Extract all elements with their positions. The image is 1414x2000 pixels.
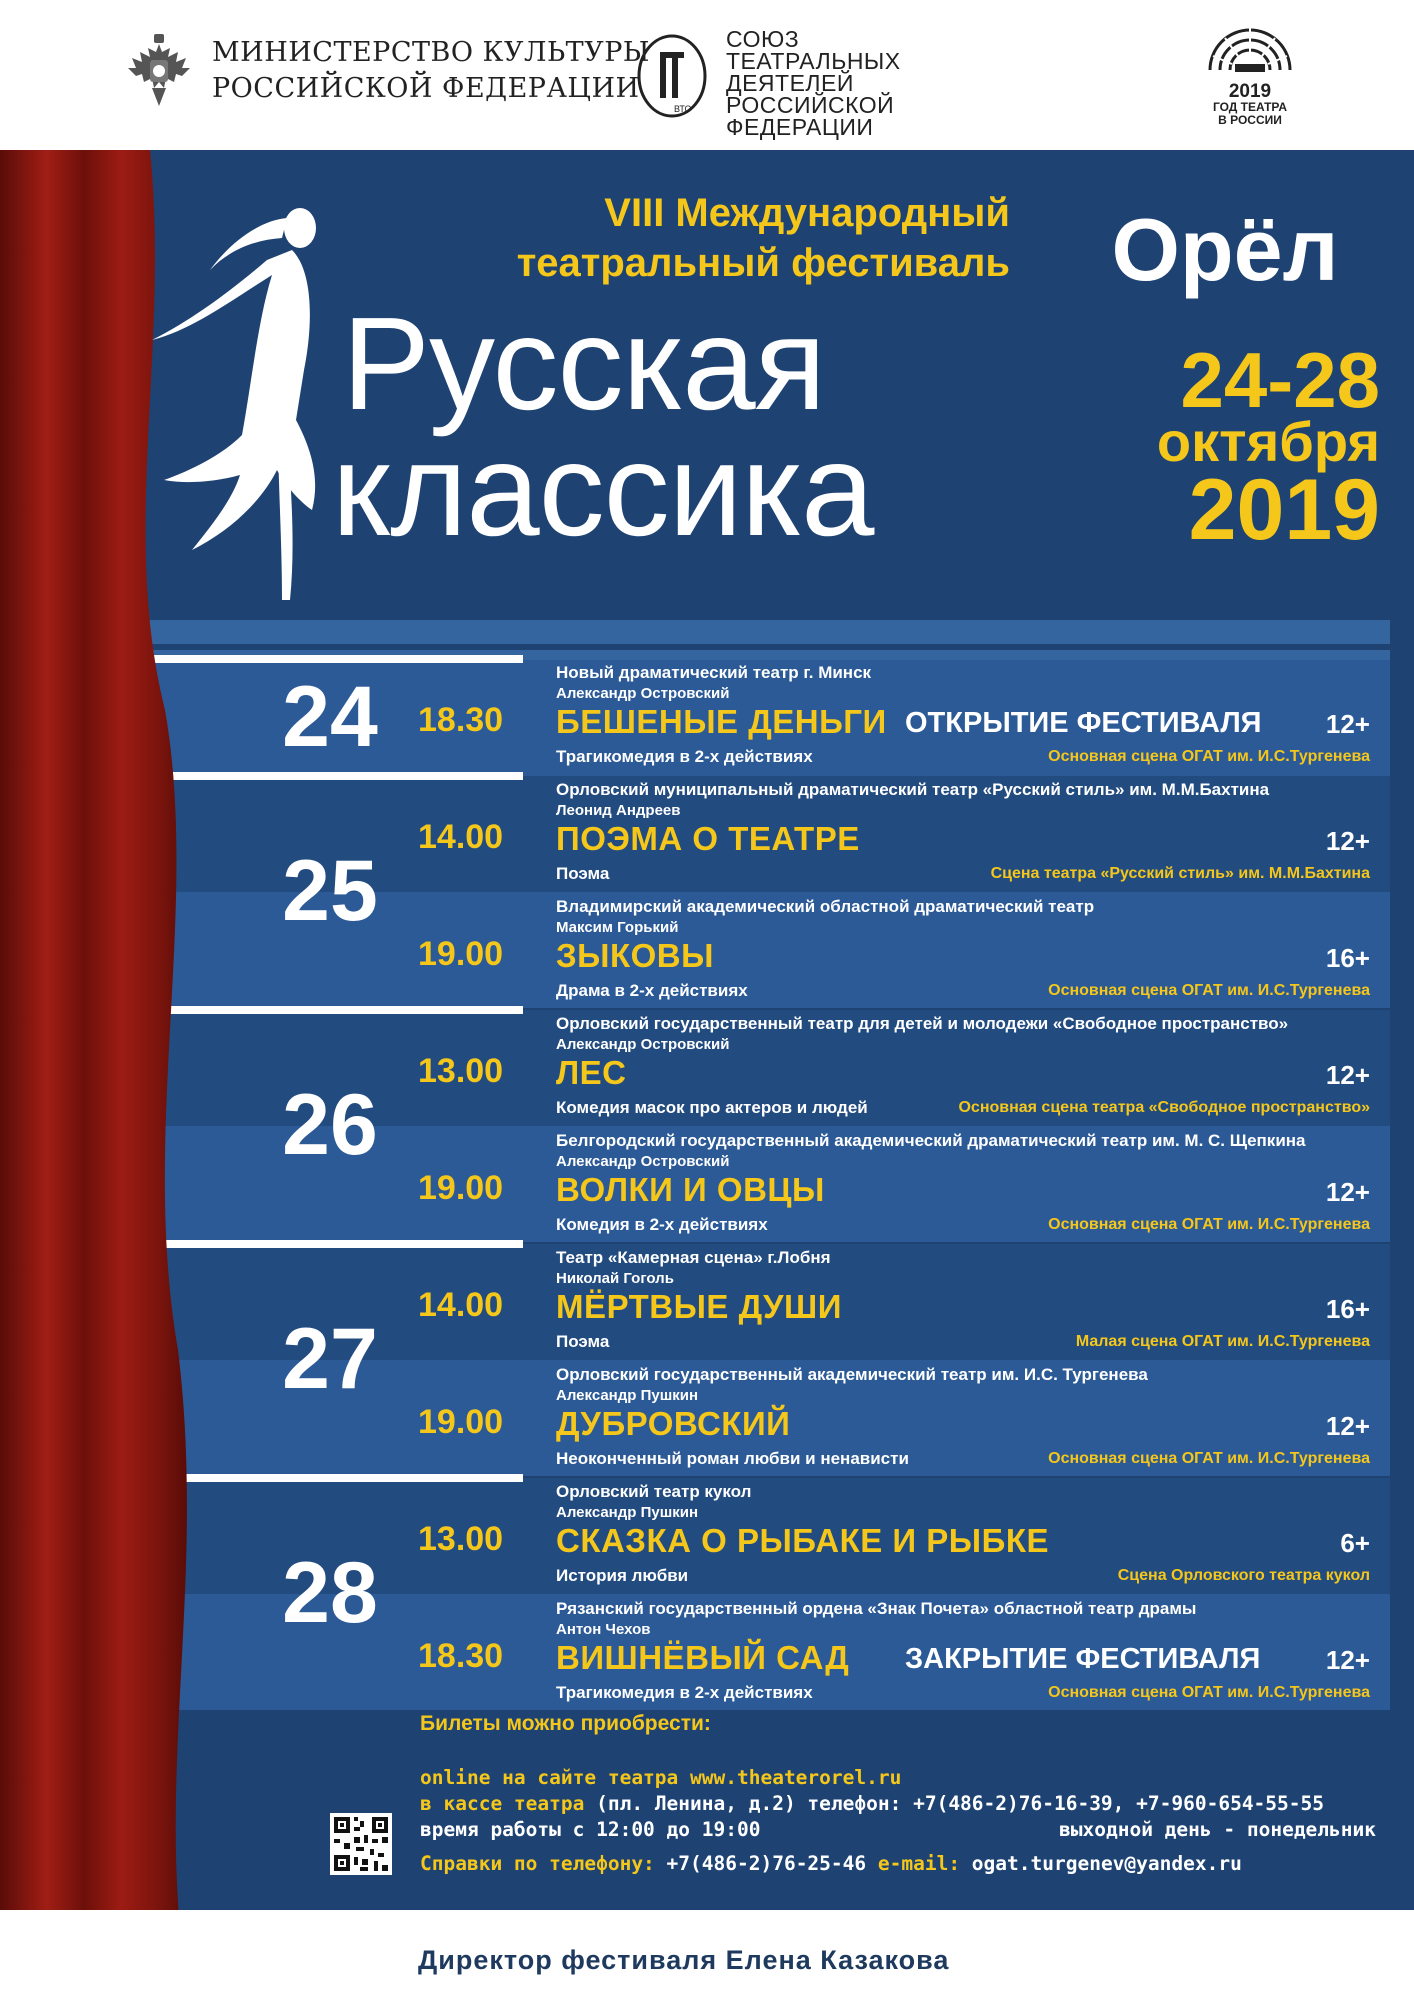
std-line4: РОССИЙСКОЙ bbox=[726, 92, 895, 118]
event-row bbox=[0, 1013, 1414, 1129]
event-age: 6+ bbox=[1340, 1528, 1370, 1558]
event-time: 19.00 bbox=[418, 1169, 504, 1207]
event-genre: Трагикомедия в 2-х действиях bbox=[556, 747, 813, 766]
std-union-logo bbox=[632, 28, 901, 138]
double-headed-eagle-icon bbox=[118, 30, 200, 112]
event-age: 12+ bbox=[1325, 1411, 1370, 1441]
day-number-26: 26 bbox=[282, 1077, 378, 1173]
event-special: ОТКРЫТИЕ ФЕСТИВАЛЯ bbox=[905, 707, 1262, 739]
info-phone: +7(486-2)76-25-46 bbox=[654, 1852, 878, 1875]
event-time: 14.00 bbox=[418, 1286, 504, 1324]
event-theatre: Белгородский государственный академический драматический театр им. М. С. Щепкина bbox=[556, 1131, 1306, 1150]
event-time: 13.00 bbox=[418, 1520, 504, 1558]
event-venue: Сцена Орловского театра кукол bbox=[1117, 1567, 1370, 1584]
event-author: Николай Гоголь bbox=[556, 1270, 674, 1287]
event-genre: Неоконченный роман любви и ненависти bbox=[556, 1449, 909, 1468]
event-genre: История любви bbox=[556, 1566, 689, 1585]
event-author: Александр Пушкин bbox=[556, 1504, 699, 1521]
event-theatre: Орловский государственный театр для детей и молодежи «Свободное пространство» bbox=[556, 1014, 1289, 1033]
hours-text: время работы с 12:00 до 19:00 bbox=[420, 1818, 761, 1841]
event-genre: Драма в 2-х действиях bbox=[556, 981, 748, 1000]
event-venue: Основная сцена ОГАТ им. И.С.Тургенева bbox=[1048, 1684, 1370, 1701]
event-time: 14.00 bbox=[418, 818, 504, 856]
event-age: 12+ bbox=[1325, 1645, 1370, 1675]
email-label: e-mail: bbox=[877, 1852, 961, 1875]
year-caption-line2: В РОССИИ bbox=[1218, 113, 1282, 127]
festival-edition bbox=[400, 188, 1010, 288]
event-time: 13.00 bbox=[418, 1052, 504, 1090]
email-address: ogat.turgenev@yandex.ru bbox=[960, 1852, 1242, 1875]
festival-poster bbox=[0, 150, 1414, 2000]
header bbox=[0, 0, 1414, 150]
event-author: Александр Островский bbox=[556, 1036, 730, 1053]
event-row bbox=[0, 662, 1414, 778]
event-time: 18.30 bbox=[418, 701, 504, 739]
event-author: Леонид Андреев bbox=[556, 802, 681, 819]
ministry-of-culture-logo bbox=[118, 30, 650, 112]
dates-range: 24-28 bbox=[1180, 336, 1380, 424]
std-line1: СОЮЗ bbox=[726, 26, 800, 52]
theatre-hall-icon bbox=[1205, 24, 1295, 74]
event-author: Максим Горький bbox=[556, 919, 679, 936]
event-row bbox=[0, 1481, 1414, 1597]
event-venue: Основная сцена ОГАТ им. И.С.Тургенева bbox=[1048, 1450, 1370, 1467]
std-emblem-icon bbox=[632, 28, 712, 124]
year-caption-line1: ГОД ТЕАТРА bbox=[1212, 100, 1288, 114]
festival-name bbox=[328, 290, 1048, 563]
event-theatre: Владимирский академический областной драматический театр bbox=[556, 897, 1095, 916]
day-number-27: 27 bbox=[282, 1311, 378, 1407]
event-play: СКАЗКА О РЫБАКЕ И РЫБКЕ bbox=[556, 1522, 1049, 1559]
event-row bbox=[0, 1598, 1414, 1714]
event-author: Антон Чехов bbox=[556, 1621, 651, 1638]
event-theatre: Новый драматический театр г. Минск bbox=[556, 663, 872, 682]
event-venue: Основная сцена ОГАТ им. И.С.Тургенева bbox=[1048, 748, 1370, 765]
event-row bbox=[0, 1247, 1414, 1363]
festival-name-line2: классика bbox=[332, 416, 874, 563]
city: Орёл bbox=[1111, 200, 1339, 299]
ministry-line2: РОССИЙСКОЙ ФЕДЕРАЦИИ bbox=[212, 73, 640, 104]
event-play: ДУБРОВСКИЙ bbox=[556, 1405, 791, 1442]
event-author: Александр Пушкин bbox=[556, 1387, 699, 1404]
event-venue: Основная сцена ОГАТ им. И.С.Тургенева bbox=[1048, 982, 1370, 999]
event-age: 12+ bbox=[1325, 826, 1370, 856]
day-off-text: выходной день - понедельник bbox=[1059, 1818, 1376, 1841]
hours-line bbox=[420, 1816, 1380, 1843]
ministry-line1: МИНИСТЕРСТВО КУЛЬТУРЫ bbox=[212, 37, 650, 68]
online-tickets: online на сайте театра www.theaterorel.ru bbox=[420, 1766, 902, 1789]
event-author: Александр Островский bbox=[556, 1153, 730, 1170]
event-theatre: Рязанский государственный ордена «Знак Почета» областной театр драмы bbox=[556, 1599, 1197, 1618]
year-of-theatre-logo bbox=[1205, 24, 1295, 127]
event-play: БЕШЕНЫЕ ДЕНЬГИ bbox=[556, 703, 887, 740]
std-line2: ТЕАТРАЛЬНЫХ bbox=[726, 48, 901, 74]
event-venue: Сцена театра «Русский стиль» им. М.М.Бахтина bbox=[990, 865, 1370, 882]
info-line bbox=[420, 1850, 1380, 1877]
info-label: Справки по телефону: bbox=[420, 1852, 655, 1875]
event-row bbox=[0, 1130, 1414, 1246]
event-genre: Поэма bbox=[556, 1332, 610, 1351]
box-office-line bbox=[420, 1790, 1380, 1817]
event-age: 16+ bbox=[1325, 943, 1370, 973]
event-play: ВИШНЁВЫЙ САД bbox=[556, 1639, 850, 1676]
dates-month: октября bbox=[1156, 410, 1380, 473]
event-play: ПОЭМА О ТЕАТРЕ bbox=[556, 820, 860, 857]
event-theatre: Театр «Камерная сцена» г.Лобня bbox=[556, 1248, 831, 1267]
event-special: ЗАКРЫТИЕ ФЕСТИВАЛЯ bbox=[905, 1643, 1261, 1675]
event-genre: Трагикомедия в 2-х действиях bbox=[556, 1683, 813, 1702]
edition-line2: театральный фестиваль bbox=[516, 241, 1010, 285]
event-author: Александр Островский bbox=[556, 685, 730, 702]
dates-year: 2019 bbox=[1188, 462, 1380, 558]
event-genre: Комедия масок про актеров и людей bbox=[556, 1098, 868, 1117]
std-line3: ДЕЯТЕЛЕЙ bbox=[726, 70, 854, 96]
std-logo-text: ВТО bbox=[674, 104, 692, 114]
event-venue: Основная сцена театра «Свободное пространство» bbox=[958, 1099, 1370, 1116]
festival-dates bbox=[1080, 336, 1380, 558]
event-genre: Поэма bbox=[556, 864, 610, 883]
event-genre: Комедия в 2-х действиях bbox=[556, 1215, 768, 1234]
festival-name-line1: Русская bbox=[342, 290, 826, 437]
day-number-28: 28 bbox=[282, 1545, 378, 1641]
event-time: 19.00 bbox=[418, 1403, 504, 1441]
event-age: 12+ bbox=[1325, 1177, 1370, 1207]
festival-director: Директор фестиваля Елена Казакова bbox=[418, 1945, 950, 1975]
event-venue: Малая сцена ОГАТ им. И.С.Тургенева bbox=[1075, 1333, 1370, 1350]
qr-code-icon bbox=[330, 1813, 392, 1875]
day-number-24: 24 bbox=[282, 669, 378, 765]
event-row bbox=[0, 779, 1414, 895]
std-line5: ФЕДЕРАЦИИ bbox=[726, 114, 874, 140]
edition-line1: VIII Международный bbox=[604, 191, 1010, 235]
event-play: МЁРТВЫЕ ДУШИ bbox=[556, 1288, 842, 1325]
event-age: 16+ bbox=[1325, 1294, 1370, 1324]
tickets-heading: Билеты можно приобрести: bbox=[420, 1712, 711, 1735]
event-theatre: Орловский муниципальный драматический театр «Русский стиль» им. М.М.Бахтина bbox=[556, 780, 1270, 799]
event-theatre: Орловский государственный академический театр им. И.С. Тургенева bbox=[556, 1365, 1148, 1384]
event-age: 12+ bbox=[1325, 1060, 1370, 1090]
year-number: 2019 bbox=[1228, 81, 1272, 102]
day-number-25: 25 bbox=[282, 843, 378, 939]
event-play: ЛЕС bbox=[556, 1054, 627, 1091]
event-time: 18.30 bbox=[418, 1637, 504, 1675]
event-venue: Основная сцена ОГАТ им. И.С.Тургенева bbox=[1048, 1216, 1370, 1233]
event-play: ВОЛКИ И ОВЦЫ bbox=[556, 1171, 825, 1208]
box-office-text: (пл. Ленина, д.2) телефон: +7(486-2)76-16-39, +7-960-654-55-55 bbox=[584, 1792, 1324, 1815]
event-row bbox=[0, 1364, 1414, 1480]
event-play: ЗЫКОВЫ bbox=[556, 937, 714, 974]
event-row bbox=[0, 896, 1414, 1012]
event-time: 19.00 bbox=[418, 935, 504, 973]
box-office-label: в кассе театра bbox=[420, 1792, 585, 1815]
event-theatre: Орловский театр кукол bbox=[556, 1482, 752, 1501]
event-age: 12+ bbox=[1325, 709, 1370, 739]
